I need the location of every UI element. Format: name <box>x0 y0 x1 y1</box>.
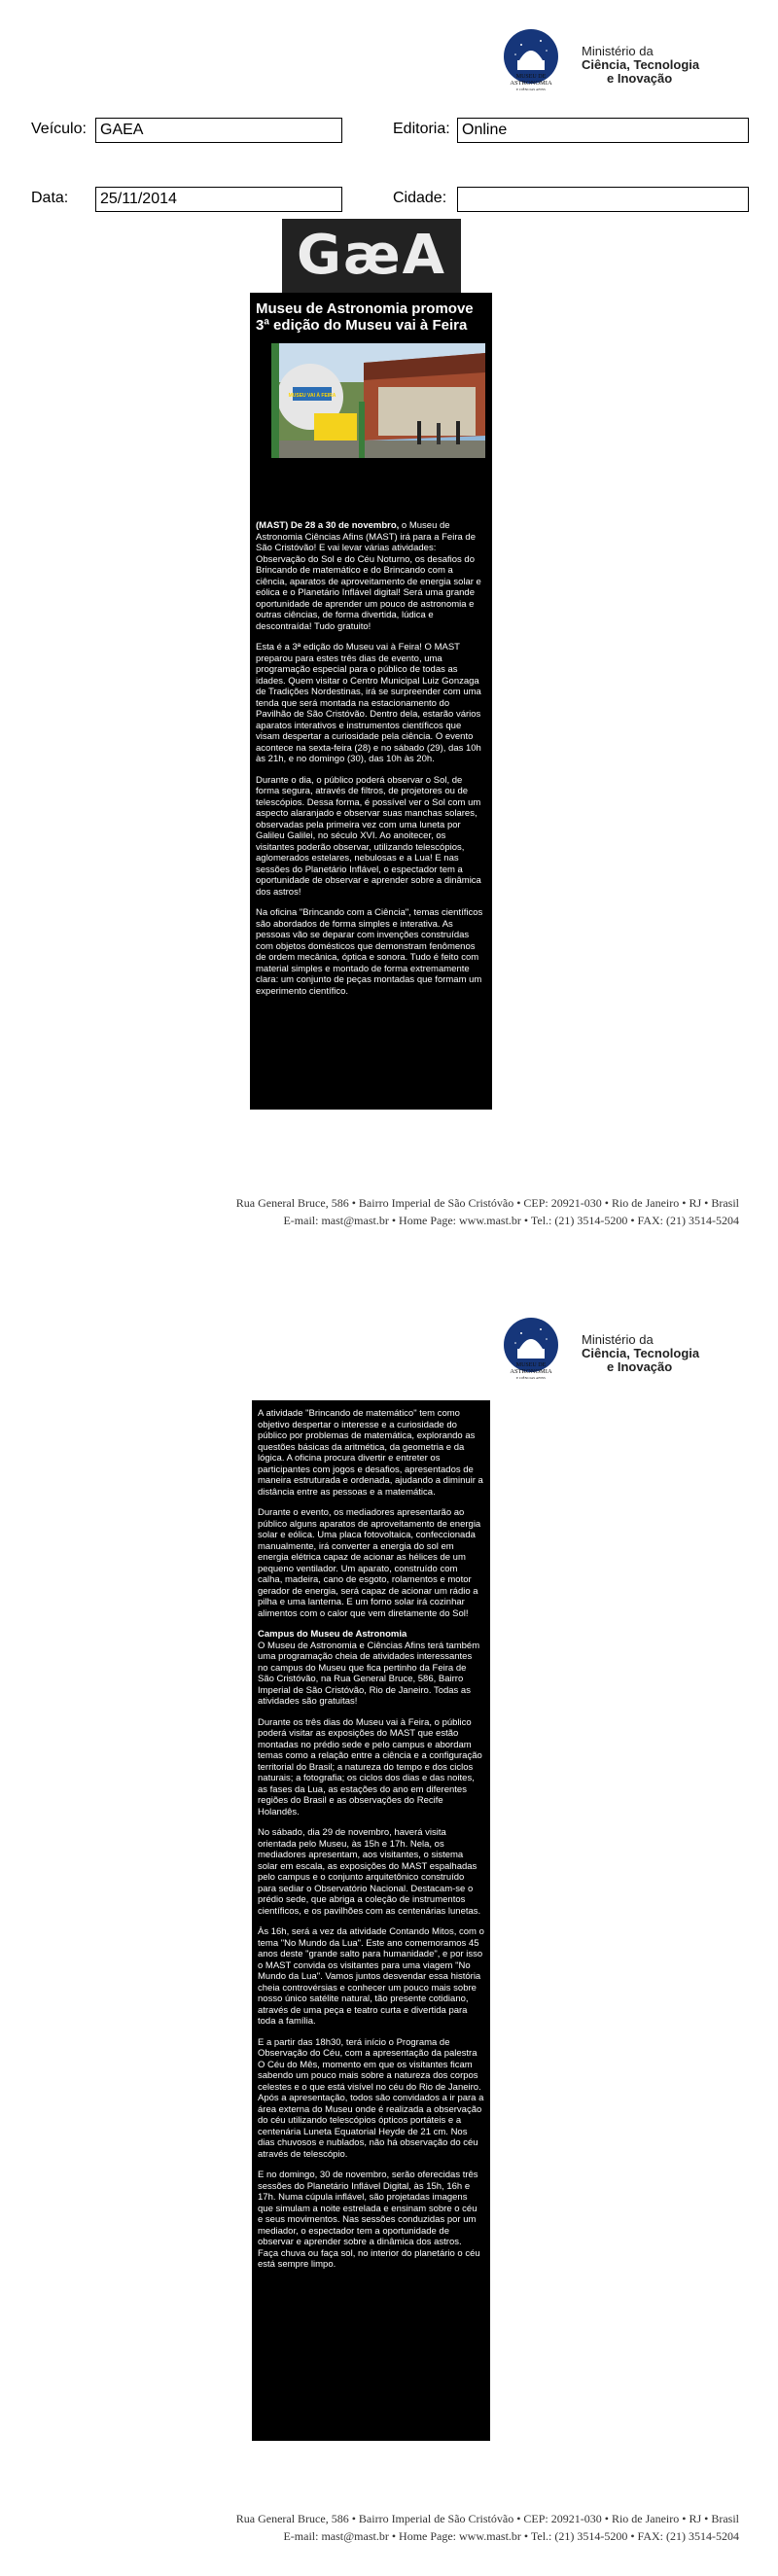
page-1-footer <box>236 1194 739 1229</box>
mast-logo <box>498 1316 751 1382</box>
logo-caption-line-2: ASTRONOMIA <box>510 1368 552 1375</box>
article-title: Museu de Astronomia promove 3ª edição do Museu vai à Feira <box>256 300 474 334</box>
footer-address: Rua General Bruce, 586 • Bairro Imperial de São Cristóvão • CEP: 20921-030 • Rio de Janeiro • RJ • Brasil <box>235 2512 739 2525</box>
ministry-line-1: Ministério da <box>582 44 654 58</box>
article-paragraph-6: Durante o evento, os mediadores apresentarão ao público alguns aparatos de aproveitamento de energia solar e eólica. Uma placa fotovoltaica, confeccionada manualmente, irá converter a energia do sol em energia elétrica capaz de acionar as hélices de um pequeno ventilador. Um aparato, construído com calha, madeira, cano de esgoto, rolamentos e motor gerador de energia, será capaz de acionar um rádio a pilha e uma lanterna. E um forno solar irá cozinhar alimentos com o calor que vem diretamente do Sol! <box>258 1507 481 1619</box>
article-paragraph-5: A atividade "Brincando de matemático" tem como objetivo despertar o interesse e a curiosidade do público por problemas de matemática, explorando as questões básicas da aritmética, da geometria e da lógica. A oficina procura divertir e entreter os participantes com jogos e desafios, apresentados de maneira estruturada e ordenada, ajudando a diminuir a distância entre as pessoas e a matemática. <box>258 1408 483 1498</box>
logo-caption-line-2: ASTRONOMIA <box>510 80 552 87</box>
observatory-logo-icon <box>498 27 564 93</box>
footer-contact: E-mail: mast@mast.br • Home Page: www.mast.br • Tel.: (21) 3514-5200 • FAX: (21) 3514-5204 <box>283 1214 739 1227</box>
article-column-1 <box>250 293 492 1110</box>
article-paragraph-10: Às 16h, será a vez da atividade Contando Mitos, com o tema "No Mundo da Lua". Este ano comemoramos 45 anos deste "grande salto para humanidade", e por isso o MAST convida os visitantes para uma viagem "No Mundo da Lua". Vamos juntos desvendar essa história cheia controvérsias e conhecer um pouco mais sobre nosso único satélite natural, tão presente cotidiano, através de uma peça e teatro curta e divertida para toda a família. <box>258 1926 484 2027</box>
footer-contact: E-mail: mast@mast.br • Home Page: www.mast.br • Tel.: (21) 3514-5200 • FAX: (21) 3514-5204 <box>283 2529 739 2543</box>
article-paragraph-1 <box>256 520 486 632</box>
article-lead-text: o Museu de Astronomia Ciências Afins (MAST) irá para a Feira de São Cristóvão! E vai levar várias atividades: Observação do Sol e do Céu Noturno, os desafios do Brincando de matemático e do Brincando com a ciência, aparatos de aproveitamento de energia solar e eólica e o Planetário Inflável digital! Será uma grande oportunidade de aprender um pouco de astronomia e outras ciências, de forma divertida, lúdica e descontraída! Tudo gratuito! <box>256 520 481 632</box>
campus-subheading: Campus do Museu de Astronomia <box>258 1629 407 1640</box>
page-2-footer <box>236 2510 739 2545</box>
observatory-logo-icon <box>498 1316 564 1382</box>
article-paragraph-12: E no domingo, 30 de novembro, serão oferecidas três sessões do Planetário Inflável Digital, às 15h, 16h e 17h. Numa cúpula inflável, são projetadas imagens que simulam a noite estrelada e ensinam sobre o céu e seus movimentos. Nas sessões conduzidas por um mediador, o espectador tem a oportunidade de observar e aprender sobre a dinâmica dos astros. Faça chuva ou faça sol, no interior do planetário o céu está sempre limpo. <box>258 2170 480 2270</box>
ministry-line-2: Ciência, Tecnologia <box>582 1346 700 1360</box>
article-paragraph-3: Durante o dia, o público poderá observar o Sol, de forma segura, através de filtros, de projetores ou de telescópios. Dessa forma, é possível ver o Sol com um aspecto alaranjado e observar suas manchas solares, observadas pela primeira vez com uma luneta por Galileu Galilei, no século XVI. Ao anoitecer, os visitantes poderão observar, utilizando telescópios, aglomerados estelares, nebulosas e a Lua! E nas sessões do Planetário Inflável, o espectador tem a oportunidade de observar e aprender sobre a dinâmica dos astros! <box>256 774 481 898</box>
ministry-line-1: Ministério da <box>582 1332 654 1347</box>
article-lead-bold: (MAST) De 28 a 30 de novembro, <box>256 520 400 531</box>
article-paragraph-2: Esta é a 3ª edição do Museu vai à Feira! O MAST preparou para estes três dias de evento, uma programação especial para o público de todas as idades. Quem visitar o Centro Municipal Luiz Gonzaga de Tradições Nordestinas, irá se surpreender com uma tenda que será montada na estacionamento do Pavilhão de São Cristóvão. Dentro dela, estarão vários aparatos interativos e instrumentos científicos que visam despertar a curiosidade pela ciência. O evento acontece na sexta-feira (28) e no sábado (29), das 10h às 21h, e no domingo (30), das 10h às 20h. <box>256 642 481 764</box>
logo-caption-line-3: E CIÊNCIAS AFINS <box>516 1376 546 1380</box>
veiculo-field[interactable]: GAEA <box>95 118 342 143</box>
article-paragraph-4: Na oficina "Brincando com a Ciência", temas científicos são abordados de forma simples e interativa. As pessoas vão se deparar com invenções construídas com objetos domésticos que demonstram fenômenos de ordem mecânica, óptica e sonora. Tudo é feito com material simples e montado de forma extremamente clara: um conjunto de peças montadas que formam um experimento científico. <box>256 907 483 997</box>
editoria-field[interactable]: Online <box>457 118 749 143</box>
article-paragraph-8: Durante os três dias do Museu vai à Feira, o público poderá visitar as exposições do MAST que estão montadas no prédio sede e pelo campus e abordam temas como a relação entre a ciência e a configuração territorial do Brasil; a natureza do tempo e dos ciclos naturais; a fotografia; os ciclos dos dias e das noites, as fases da Lua, as estações do ano em diferentes regiões do Brasil e as observações do Recife Holandês. <box>258 1716 482 1817</box>
cidade-field[interactable] <box>457 187 749 212</box>
ministry-line-3: e Inovação <box>607 1359 673 1374</box>
logo-caption-line-3: E CIÊNCIAS AFINS <box>516 88 546 91</box>
editoria-label: Editoria: <box>393 121 450 137</box>
campus-text: O Museu de Astronomia e Ciências Afins terá também uma programação cheia de atividades interessantes no campus do Museu que fica pertinho da Feira de São Cristóvão, na Rua General Bruce, 586, Bairro Imperial de São Cristóvão, Rio de Janeiro. Todas as atividades são gratuitas! <box>258 1640 480 1707</box>
ministry-line-3: e Inovação <box>607 71 673 86</box>
article-paragraph-9: No sábado, dia 29 de novembro, haverá visita orientada pelo Museu, às 15h e 17h. Nela, os mediadores apresentam, aos visitantes, o sistema solar em escala, as exposições do MAST espalhadas pelo campus e o conjunto arquitetônico construído para sediar o Observatório Nacional. Destacam-se o prédio sede, que abriga a coleção de instrumentos científicos, e os pavilhões com as centenárias lunetas. <box>258 1827 481 1917</box>
article-photo <box>271 343 485 458</box>
logo-caption-line-1: MUSEU DE <box>515 1362 547 1368</box>
logo-caption-line-1: MUSEU DE <box>515 74 547 80</box>
data-label: Data: <box>31 190 69 206</box>
gaea-masthead: GæA <box>282 219 461 293</box>
ministry-line-2: Ciência, Tecnologia <box>582 57 700 72</box>
data-field[interactable]: 25/11/2014 <box>95 187 342 212</box>
banner-text: MUSEU VAI À FEIRA <box>288 393 336 399</box>
article-paragraph-7 <box>258 1629 484 1708</box>
ministry-text <box>582 1333 699 1374</box>
tent-photo-image <box>271 343 485 458</box>
article-paragraph-11: E a partir das 18h30, terá início o Programa de Observação do Céu, com a apresentação da palestra O Céu do Mês, momento em que os visitantes ficam sabendo um pouco mais sobre a natureza dos corpos celestes e o que está visível no céu do Rio de Janeiro. Após a apresentação, todos são convidados a ir para a área externa do Museu onde é realizada a observação do céu utilizando telescópios ópticos portáteis e a centenária Luneta Equatorial Heyde de 21 cm. Nos dias chuvosos e nublados, não há observação do céu através de telescópio. <box>258 2036 484 2160</box>
veiculo-label: Veículo: <box>31 121 87 137</box>
cidade-label: Cidade: <box>393 190 447 206</box>
ministry-text <box>582 45 699 86</box>
footer-address: Rua General Bruce, 586 • Bairro Imperial de São Cristóvão • CEP: 20921-030 • Rio de Janeiro • RJ • Brasil <box>235 1196 739 1210</box>
article-column-2 <box>252 1400 490 2441</box>
mast-logo <box>498 27 751 93</box>
